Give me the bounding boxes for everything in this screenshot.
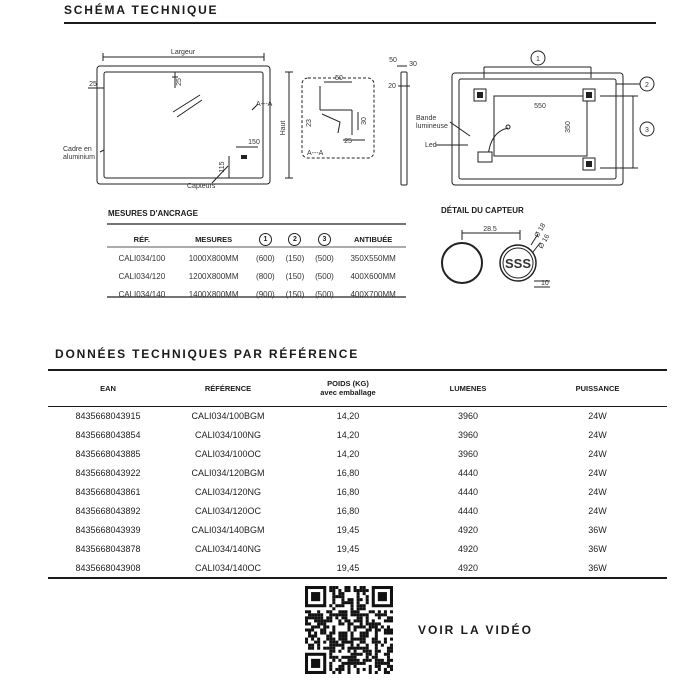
data-row [48,445,667,464]
data-cell: CALI034/100NG [194,430,262,441]
data-cell: 16,80 [336,468,360,479]
label-cadre-1: Cadre en [63,146,92,153]
anchor-cell: (150) [285,253,305,263]
anchor-cell: (500) [315,253,334,263]
data-cell: 4440 [457,487,479,497]
data-cell: 19,45 [336,524,360,535]
data-header-lumenes: LUMENES [408,370,528,407]
anchor-cell: (600) [256,253,275,263]
label-profile-50: 50 [335,75,343,82]
sensor-circle-left [442,243,482,283]
data-cell: 14,20 [336,411,360,422]
mirror-front-inner [104,72,263,178]
data-cell: 19,45 [336,562,360,573]
data-cell: CALI034/100OC [194,449,262,460]
sensor-sss: SSS [504,256,532,271]
label-profile-30: 30 [361,117,368,125]
data-cell: 14,20 [336,449,360,460]
sensor-title: DÉTAIL DU CAPTEUR [441,206,524,215]
data-cell: 4920 [457,524,479,535]
data-cell: CALI034/140OC [194,562,262,573]
sensor-dim-285: 28.5 [483,226,497,233]
data-cell: CALI034/140BGM [191,524,265,535]
data-cell: 16,80 [336,505,360,516]
data-cell: 8435668043854 [75,430,141,441]
led-box [478,152,492,162]
anchor-cell: CALI034/120 [118,271,166,281]
data-cell: 8435668043908 [75,562,141,573]
label-bande-1: Bande [416,115,437,122]
data-cell: 24W [588,487,607,497]
data-table [48,370,667,577]
anchor-cell: 350X550MM [350,253,396,263]
qr-code [305,586,393,674]
sensor-mark [241,155,247,159]
data-cell: 8435668043878 [75,543,141,554]
video-link[interactable]: VOIR LA VIDÉO [418,623,533,637]
label-bande-2: lumineuse [416,123,448,130]
data-cell: 24W [588,505,607,516]
anchor-cell: (500) [315,289,334,299]
label-capteurs: Capteurs [187,183,216,190]
callout-2-label: 2 [645,82,649,89]
data-row [48,426,667,445]
anchor-cell: (800) [256,271,275,281]
section-title-donnees: DONNÉES TECHNIQUES PAR RÉFÉRENCE [55,347,360,361]
data-cell: 14,20 [336,430,360,441]
data-cell: 16,80 [336,487,360,497]
data-header-puissance: PUISSANCE [528,370,667,407]
poids-label: POIDS (KG) [327,379,369,388]
label-back-550: 550 [534,103,546,110]
label-section-a3: A---A [307,150,324,157]
anchor-cell: (150) [285,289,305,299]
anchor-header-ref: RÉF. [133,234,150,244]
label-led: Led [425,142,437,149]
label-haut: Haut [280,120,287,136]
label-side-50: 50 [389,57,397,64]
anchor-cell: 1400X800MM [188,289,239,299]
data-cell: CALI034/140NG [194,543,262,554]
anchor-title: MESURES D'ANCRAGE [108,209,198,218]
data-cell: 8435668043915 [75,411,141,422]
label-cadre-2: aluminium [63,154,95,161]
data-cell: CALI034/100BGM [191,411,265,422]
label-side-20: 20 [388,83,396,90]
section-title-schema: SCHÉMA TECHNIQUE [64,3,219,17]
data-cell: 4440 [457,505,479,516]
anchor-cell: 400X600MM [350,271,396,281]
sensor-dim-10: 10 [541,280,549,287]
data-row [48,407,667,426]
data-row [48,501,667,520]
anchor-cell: (150) [285,271,305,281]
mirror-side [401,72,407,185]
sensor-dim-16: Ø 16 [537,233,552,250]
data-cell: 24W [588,468,607,479]
anchor-table [107,229,407,303]
mirror-front-outline [97,66,270,184]
data-cell: 4920 [457,543,479,554]
data-cell: 36W [588,524,607,535]
poids-sublabel: avec emballage [320,388,376,397]
anchor-header-1: 1 [259,233,272,246]
table-bottom-rule [48,577,667,579]
data-cell: 8435668043861 [75,487,141,497]
anchor-header-2: 2 [288,233,301,246]
callout-1-label: 1 [536,56,540,63]
anchor-cell: 1200X800MM [188,271,239,281]
data-cell: 3960 [457,449,479,460]
label-back-350: 350 [565,121,572,133]
label-side-30: 30 [409,61,417,68]
anchor-cell: 1000X800MM [188,253,239,263]
data-row [48,539,667,558]
anchor-row [107,285,407,303]
data-cell: 4440 [457,468,479,479]
data-cell: 24W [588,430,607,441]
label-largeur: Largeur [170,49,196,56]
anchor-header-mesures: MESURES [195,234,233,244]
anchor-row [107,249,407,267]
label-section-a: A---A [256,101,273,108]
anchor-row [107,267,407,285]
label-profile-25: 25 [344,138,352,145]
data-row [48,464,667,483]
data-cell: 3960 [457,411,479,422]
data-cell: 8435668043892 [75,505,141,516]
data-cell: 8435668043885 [75,449,141,460]
anchor-header-antibuee: ANTIBUÉE [353,234,393,244]
data-cell: 24W [588,411,607,422]
anchor-cell: 400X700MM [350,289,396,299]
data-row [48,558,667,577]
data-header-poids [288,370,408,407]
data-cell: CALI034/120OC [194,505,262,516]
callout-3-label: 3 [645,127,649,134]
data-cell: CALI034/120NG [194,487,262,497]
data-cell: 36W [588,543,607,554]
label-25b: 25 [176,78,183,86]
anchor-cell: (900) [256,289,275,299]
data-cell: 8435668043922 [75,468,141,479]
data-cell: 36W [588,562,607,573]
data-header-reference: RÉFÉRENCE [168,370,288,407]
data-header-ean: EAN [48,370,168,407]
data-cell: 8435668043939 [75,524,141,535]
data-cell: 3960 [457,430,479,441]
data-cell: 24W [588,449,607,460]
anchor-cell: (500) [315,271,334,281]
anchor-cell: CALI034/140 [118,289,166,299]
data-cell: CALI034/120BGM [191,468,265,479]
label-25a: 25 [89,81,97,88]
anchor-header-3: 3 [318,233,331,246]
data-cell: 4920 [457,562,479,573]
data-cell: 19,45 [336,543,360,554]
data-row [48,520,667,539]
anchor-cell: CALI034/100 [118,253,166,263]
label-150: 150 [248,139,260,146]
data-row [48,483,667,502]
label-115: 115 [219,161,226,173]
sensor-dim-18: Ø 18 [533,222,548,239]
label-profile-23: 23 [306,119,313,127]
